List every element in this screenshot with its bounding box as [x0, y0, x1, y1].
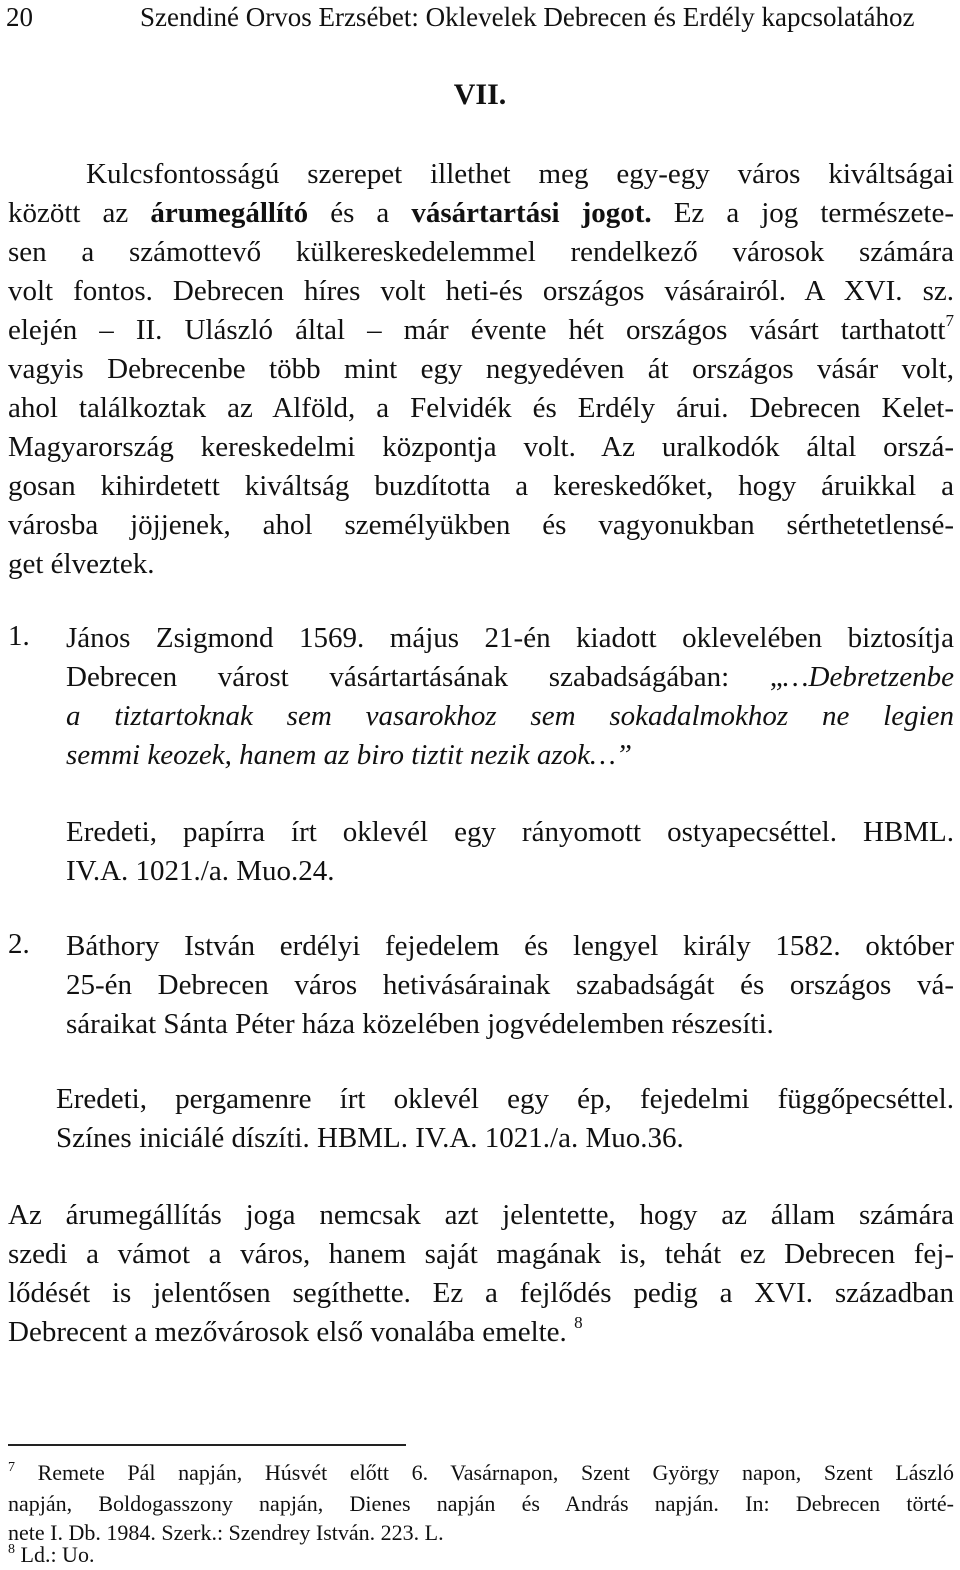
item-2-line-3: sáraikat Sánta Péter háza közelében jogvédelemben részesíti. — [66, 1008, 774, 1040]
intro-line-4: volt fontos. Debrecen híres volt heti-és országos vásárairól. A XVI. sz. — [8, 275, 954, 307]
item-1-line-2: Debrecen várost vásártartásának szabadságában: „…Debretzenbe — [66, 661, 954, 693]
footnote-8: $^8$ Ld.: Uo. — [8, 1542, 95, 1567]
intro-line-6: vagyis Debrecenbe több mint egy negyedéven át országos vásár volt, — [8, 353, 954, 385]
item-2-line-1: Báthory István erdélyi fejedelem és lengyel király 1582. október — [66, 930, 954, 962]
footnote-7-line-2: napján, Boldogasszony napján, Dienes napján és András napján. In: Debrecen törté- — [8, 1491, 954, 1516]
page-number: 20 — [6, 2, 33, 32]
item-1-line-3: a tiztartoknak sem vasarokhoz sem sokadalmokhoz ne legien — [66, 700, 954, 732]
intro-line-3: sen a számottevő külkereskedelemmel rendelkező városok számára — [8, 236, 954, 268]
intro-line-7: ahol találkoztak az Alföld, a Felvidék és Erdély árui. Debrecen Kelet- — [8, 392, 954, 424]
item-2-number: 2. — [8, 928, 30, 960]
item-2-line-2: 25-én Debrecen város hetivásárainak szabadságát és országos vá- — [66, 969, 954, 1001]
intro-line-11: get élveztek. — [8, 548, 155, 580]
closing-line-3: lődését is jelentősen segíthette. Ez a fejlődés pedig a XVI. században — [8, 1277, 954, 1309]
footnote-7-line-3: nete I. Db. 1984. Szerk.: Szendrey István. 223. L. — [8, 1520, 444, 1545]
closing-line-4: Debrecent a mezővárosok első vonalába emelte. $^8$ — [8, 1313, 583, 1348]
intro-line-2: között az árumegállító és a vásártartási jogot. Ez a jog természete- — [8, 197, 954, 229]
item-1-source-line-1: Eredeti, papírra írt oklevél egy rányomott ostyapecséttel. HBML. — [66, 816, 954, 848]
chapter-heading: VII. — [453, 78, 507, 111]
item-1-source-line-2: IV.A. 1021./a. Muo.24. — [66, 855, 335, 887]
footnote-separator — [8, 1444, 406, 1446]
intro-line-8: Magyarország kereskedelmi központja volt. Az uralkodók által orszá- — [8, 431, 954, 463]
bold-term-arumegallito: árumegállító — [150, 197, 309, 229]
item-2-source-line-2: Színes iniciálé díszíti. HBML. IV.A. 1021./a. Muo.36. — [56, 1122, 684, 1154]
intro-line-10: városba jöjjenek, ahol személyükben és vagyonukban sérthetetlensé- — [8, 509, 954, 541]
footnote-ref-8: 8 — [574, 1313, 583, 1332]
intro-line-5: elején – II. Ulászló által – már évente hét országos vásárt tarthatott$^7$ — [8, 311, 954, 346]
item-1-line-4: semmi keozek, hanem az biro tiztit nezik azok…” — [66, 739, 632, 771]
closing-line-2: szedi a vámot a város, hanem saját magának is, tehát ez Debrecen fej- — [8, 1238, 954, 1270]
bold-term-vasartartasi: vásártartási jogot. — [411, 197, 652, 229]
item-1-number: 1. — [8, 620, 30, 652]
item-2-source-line-1: Eredeti, pergamenre írt oklevél egy ép, fejedelmi függőpecséttel. — [56, 1083, 954, 1115]
footnote-7-line-1: $^7$ Remete Pál napján, Húsvét előtt 6. Vasárnapon, Szent György napon, Szent László — [8, 1460, 954, 1485]
footnote-ref-7: 7 — [945, 311, 954, 330]
running-title: Szendiné Orvos Erzsébet: Oklevelek Debrecen és Erdély kapcsolatához — [140, 2, 915, 32]
closing-line-1: Az árumegállítás joga nemcsak azt jelentette, hogy az állam számára — [8, 1199, 954, 1231]
intro-line-9: gosan kihirdetett kiváltság buzdította a kereskedőket, hogy áruikkal a — [8, 470, 954, 502]
item-1-line-1: János Zsigmond 1569. május 21-én kiadott oklevelében biztosítja — [66, 622, 954, 654]
intro-line-1: Kulcsfontosságú szerepet illethet meg egy-egy város kiváltságai — [86, 158, 954, 190]
